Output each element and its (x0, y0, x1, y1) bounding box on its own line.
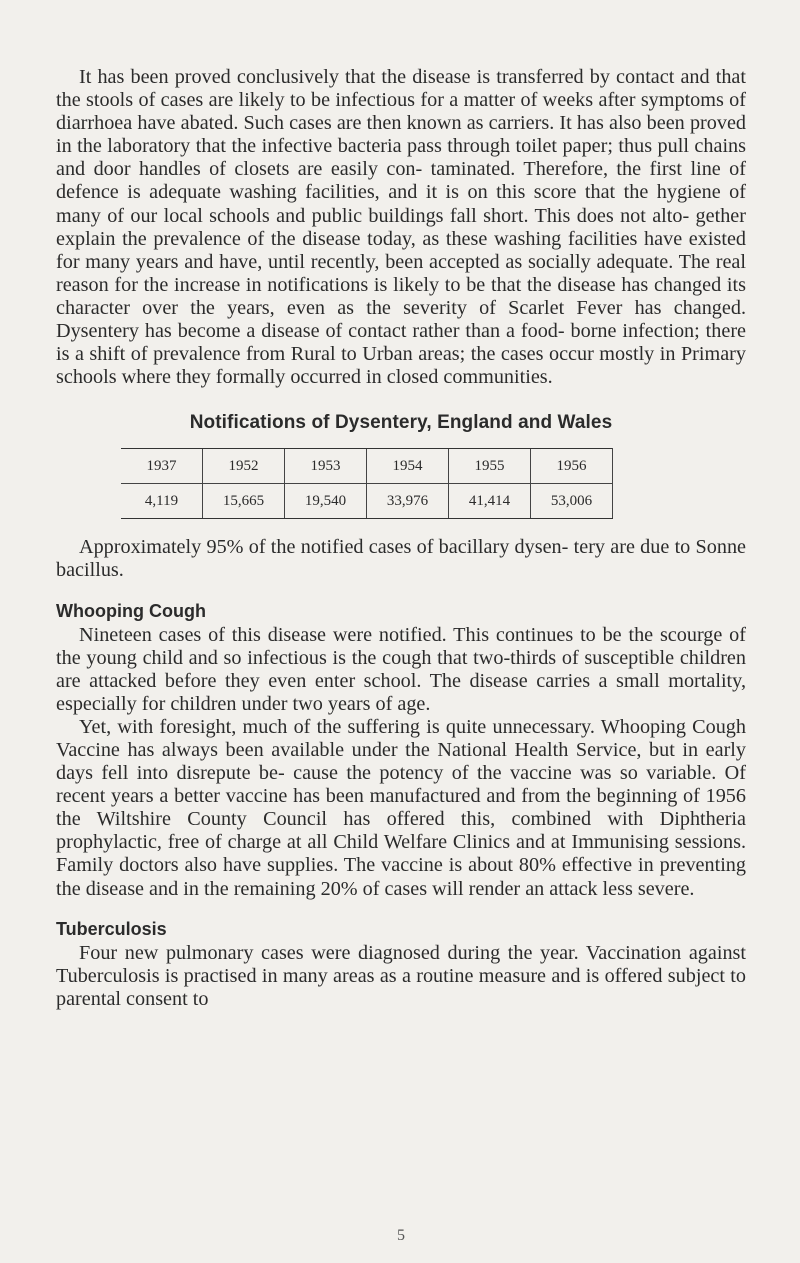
table-row-years (121, 449, 613, 484)
year-cell: 1954 (367, 449, 449, 484)
value-cell: 15,665 (203, 484, 285, 519)
table-row-values (121, 484, 613, 519)
page-number: 5 (397, 1227, 405, 1244)
bacillus-note: Approximately 95% of the notified cases of bacillary dysen- tery are due to Sonne bacillus. (56, 536, 746, 582)
value-cell: 4,119 (121, 484, 203, 519)
tuberculosis-paragraph-1: Four new pulmonary cases were diagnosed during the year. Vaccination against Tuberculosis is practised in many areas as a routine measure and is offered subject to parental consent to (56, 941, 746, 1010)
year-cell: 1955 (449, 449, 531, 484)
year-cell: 1953 (285, 449, 367, 484)
year-cell: 1937 (121, 449, 203, 484)
whooping-cough-paragraph-2: Yet, with foresight, much of the suffering is quite unnecessary. Whooping Cough Vaccine has always been available under the National Health Service, but in early days fell into disrepute be- cause the potency of the vaccine was so variable. Of recent years a better vaccine has been manufactured and from the beginning of 1956 the Wiltshire County Council has offered this, combined with Diphtheria prophylactic, free of charge at all Child Welfare Clinics and at Immunising sessions. Family doctors also have supplies. The vaccine is about 80% effective in preventing the disease and in the remaining 20% of cases will render an attack less severe. (56, 715, 746, 900)
tuberculosis-heading: Tuberculosis (56, 918, 167, 939)
intro-paragraph: It has been proved conclusively that the disease is transferred by contact and that the stools of cases are likely to be infectious for a matter of weeks after symptoms of diarrhoea have abated. Such cases are then known as carriers. It has also been proved in the laboratory that the infective bacteria pass through toilet paper; thus pull chains and door handles of closets are easily con- taminated. Therefore, the first line of defence is adequate washing facilities, and it is on this score that the hygiene of many of our local schools and public buildings fall short. This does not alto- gether explain the prevalence of the disease today, as these washing facilities have existed for many years and have, until recently, been accepted as socially adequate. The real reason for the increase in notifications is likely to be that the disease has changed its character over the years, even as the severity of Scarlet Fever has changed. Dysentery has become a disease of contact rather than a food- borne infection; there is a shift of prevalence from Rural to Urban areas; the cases occur mostly in Primary schools where they formally occurred in closed communities. (56, 66, 746, 389)
value-cell: 41,414 (449, 484, 531, 519)
whooping-cough-paragraph-1: Nineteen cases of this disease were notified. This continues to be the scourge of the young child and so infectious is the cough that two-thirds of susceptible children are attacked before they even enter school. The disease carries a small mortality, especially for children under two years of age. (56, 623, 746, 715)
year-cell: 1952 (203, 449, 285, 484)
value-cell: 33,976 (367, 484, 449, 519)
value-cell: 19,540 (285, 484, 367, 519)
whooping-cough-heading: Whooping Cough (56, 600, 206, 621)
document-page (56, 66, 746, 1011)
value-cell: 53,006 (531, 484, 613, 519)
dysentery-notifications-table (121, 448, 613, 519)
table-title: Notifications of Dysentery, England and Wales (189, 412, 613, 434)
year-cell: 1956 (531, 449, 613, 484)
